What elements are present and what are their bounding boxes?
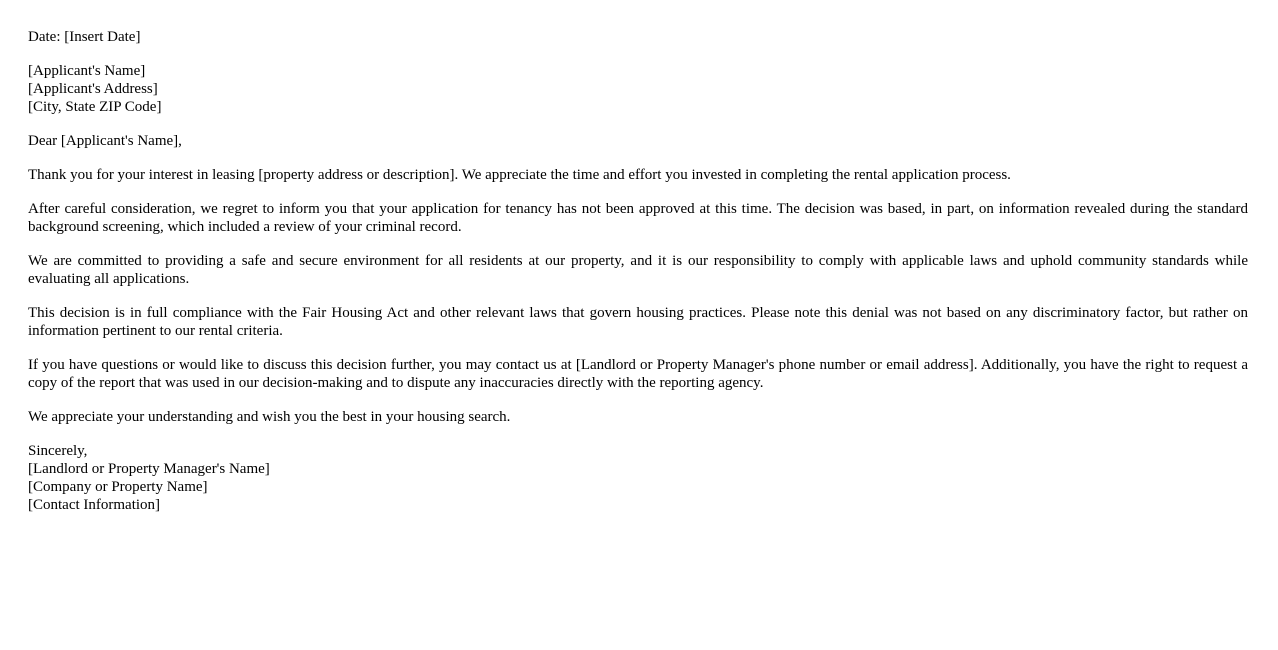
company-name: [Company or Property Name] (28, 479, 208, 495)
contact-information: [Contact Information] (28, 497, 161, 513)
paragraph-compliance: This decision is in full compliance with the Fair Housing Act and other relevant laws that govern housing practices. Please note this denial was not based on any discriminatory factor, but rather on information pertinent to our rental criteria. (28, 305, 1248, 339)
closing-signature-block (28, 442, 1248, 514)
signer-name: [Landlord or Property Manager's Name] (28, 461, 270, 477)
paragraph-commitment: We are committed to providing a safe and secure environment for all residents at our property, and it is our responsibility to comply with applicable laws and uphold community standards while evaluating all applications. (28, 253, 1248, 287)
salutation: Dear [Applicant's Name], (28, 133, 182, 149)
valediction: Sincerely, (28, 443, 88, 459)
date-line: Date: [Insert Date] (28, 29, 141, 45)
paragraph-contact-rights: If you have questions or would like to discuss this decision further, you may contact us at [Landlord or Property Manager's phone number or email address]. Additionally, you have the right to request a copy of the report that was used in our decision-making and to dispute any inaccuracies directly with the reporting agency. (28, 357, 1248, 391)
recipient-name: [Applicant's Name] (28, 63, 146, 79)
paragraph-decision: After careful consideration, we regret to inform you that your application for tenancy has not been approved at this time. The decision was based, in part, on information revealed during the standard background screening, which included a review of your criminal record. (28, 201, 1248, 235)
recipient-address: [Applicant's Address] (28, 81, 158, 97)
paragraph-best-wishes: We appreciate your understanding and wish you the best in your housing search. (28, 409, 511, 425)
letter-document (28, 28, 1248, 530)
recipient-city-state-zip: [City, State ZIP Code] (28, 99, 162, 115)
recipient-address-block (28, 62, 1248, 116)
paragraph-interest: Thank you for your interest in leasing [property address or description]. We appreciate the time and effort you invested in completing the rental application process. (28, 167, 1011, 183)
